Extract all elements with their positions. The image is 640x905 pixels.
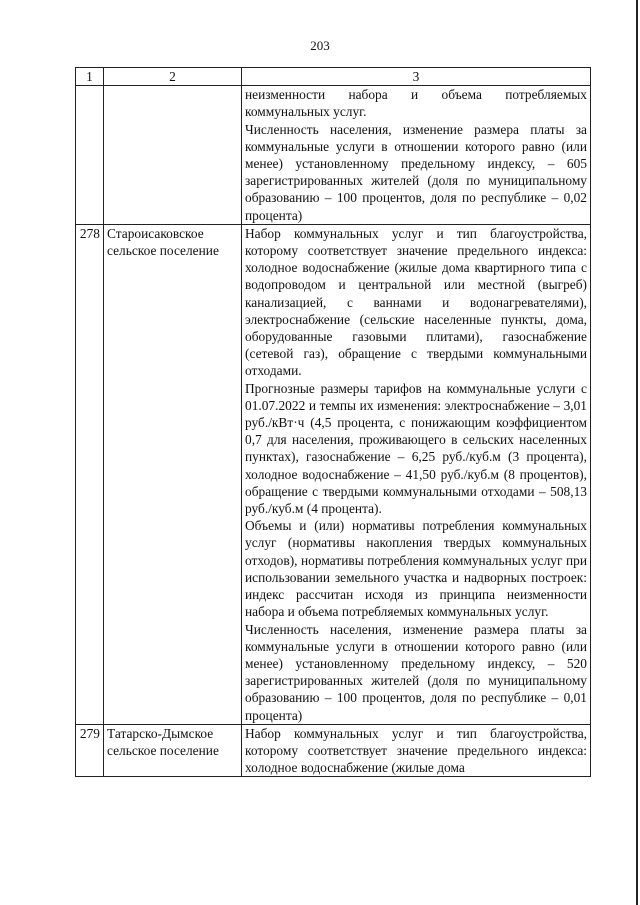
table-row (76, 724, 591, 777)
column-header: 3 (242, 68, 591, 86)
column-header: 2 (104, 68, 242, 86)
table-row (76, 224, 591, 724)
settlement-name: Татарско-Дымское сельское поселение (104, 724, 242, 777)
column-header: 1 (76, 68, 104, 86)
row-description (242, 86, 591, 225)
row-number: 279 (76, 724, 104, 777)
row-description (242, 724, 591, 777)
description-paragraph: Численность населения, изменение размера платы за коммунальные услуги в отношении которого равно (или менее) установленному предельному индексу, – 605 зарегистрированных жителей (доля по муниципальному образованию – 100 процентов, доля по республике – 0,02 процента) (245, 121, 587, 223)
description-paragraph: Набор коммунальных услуг и тип благоустройства, которому соответствует значение предельного индекса: холодное водоснабжение (жилые дома квартирного типа с водопроводом и центральной или местной (выгреб) канализацией, с ваннами и водонагревателями), электроснабжение (сельские населенные пункты, дома, оборудованные газовыми плитами), газоснабжение (сетевой газ), обращение с твердыми коммунальными отходами. (245, 225, 587, 379)
description-paragraph: Набор коммунальных услуг и тип благоустройства, которому соответствует значение предельного индекса: холодное водоснабжение (жилые дома (245, 725, 587, 776)
document-table (75, 67, 591, 777)
page-number: 203 (310, 38, 330, 53)
row-number: 278 (76, 224, 104, 724)
description-paragraph: Прогнозные размеры тарифов на коммунальные услуги с 01.07.2022 и темпы их изменения: электроснабжение – 3,01 руб./кВт·ч (4,5 процента, с понижающим коэффициентом 0,7 для населения, проживающего в сельских населенных пунктах), газоснабжение – 6,25 руб./куб.м (3 процента), холодное водоснабжение – 41,50 руб./куб.м (8 процентов), обращение с твердыми коммунальными отходами – 508,13 руб./куб.м (4 процента). (245, 380, 587, 517)
description-paragraph: Численность населения, изменение размера платы за коммунальные услуги в отношении которого равно (или менее) установленному предельному индексу, – 520 зарегистрированных жителей (доля по муниципальному образованию – 100 процентов, доля по республике – 0,01 процента) (245, 621, 587, 723)
row-description (242, 224, 591, 724)
table-header-row (76, 68, 591, 86)
settlement-name: Староисаковское сельское поселение (104, 224, 242, 724)
row-number (76, 86, 104, 225)
table-row (76, 86, 591, 225)
scan-edge-line (636, 0, 638, 905)
description-paragraph: неизменности набора и объема потребляемых коммунальных услуг. (245, 87, 587, 120)
settlement-name (104, 86, 242, 225)
description-paragraph: Объемы и (или) нормативы потребления коммунальных услуг (нормативы накопления твердых коммунальных отходов), нормативы потребления коммунальных услуг при использовании земельного участка и надворных построек: индекс рассчитан исходя из принципа неизменности набора и объема потребляемых коммунальных услуг. (245, 518, 587, 620)
